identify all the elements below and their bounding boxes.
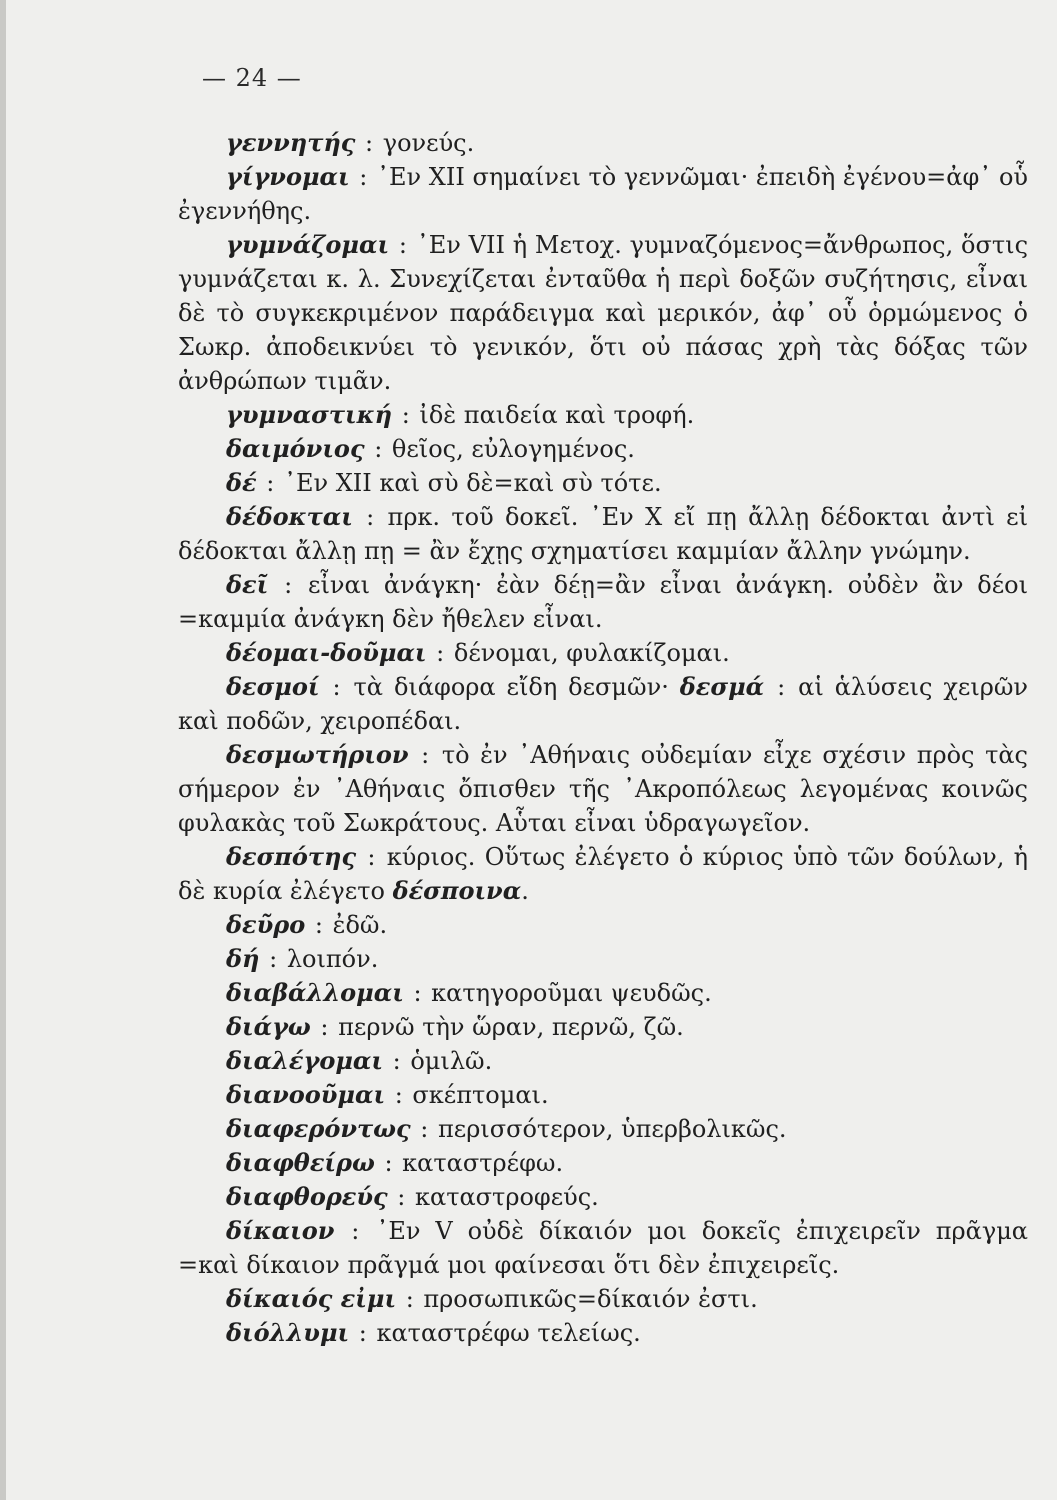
entry-term: δέδοκται [226, 502, 353, 531]
entry-definition: ᾿Εν V οὐδὲ δίκαιόν μοι δοκεῖς ἐπιχειρεῖν πρᾶγμα =καὶ δίκαιον πρᾶγμά μοι φαίνεσαι ὅτι δὲν ἐπιχειρεῖς. [178, 1217, 1029, 1279]
entry-definition: κατηγοροῦμαι ψευδῶς. [431, 979, 712, 1007]
entry-term: διανοοῦμαι [226, 1080, 386, 1109]
entry-term: δίκαιον [226, 1216, 335, 1245]
entry-definition: τὸ ἐν ᾿Αθήναις οὐδεμίαν εἶχε σχέσιν πρὸς τὰς σήμερον ἐν ᾿Αθήναις ὄπισθεν τῆς ᾿Ακροπόλεως λεγομένας κοινῶς φυλακὰς τοῦ Σωκράτους. Αὗται εἶναι ὑδραγωγεῖον. [178, 741, 1028, 837]
entry-definition: ἰδὲ παιδεία καὶ τροφή. [419, 401, 695, 429]
entry-term: δίκαιός εἰμι [226, 1284, 397, 1313]
entry-term: γυμναστική [226, 400, 393, 429]
glossary-entry: δαιμόνιος : θεῖος, εὐλογημένος. [226, 434, 635, 463]
entry-term: γυμνάζομαι [226, 230, 390, 259]
entry-term: διάγω [226, 1012, 311, 1041]
entry-definition: ᾿Εν XII σημαίνει τὸ γεννῶμαι· ἐπειδὴ ἐγένου=ἀφ᾿ οὗ ἐγεννήθης. [178, 163, 1028, 225]
entry-term: διαλέγομαι [226, 1046, 384, 1075]
glossary-entry: γυμνάζομαι : ᾿Εν VII ἡ Μετοχ. γυμναζόμενος=ἄνθρωπος, ὅστις γυμνάζεται κ. λ. Συνεχίζεται ἐνταῦθα ἡ περὶ δοξῶν συζήτησις, εἶναι δὲ τὸ συγκεκριμένον παράδειγμα καὶ μερικόν, ἀφ᾿ οὗ ὁρμώμενος ὁ Σωκρ. ἀποδεικνύει τὸ γενικόν, ὅτι οὐ πάσας χρὴ τὰς δόξας τῶν ἀνθρώπων τιμᾶν. [178, 230, 1029, 395]
entry-definition: ᾿Εν VII ἡ Μετοχ. γυμναζόμενος=ἄνθρωπος, ὅστις γυμνάζεται κ. λ. Συνεχίζεται ἐνταῦθα ἡ περὶ δοξῶν συζήτησις, εἶναι δὲ τὸ συγκεκριμένον παράδειγμα καὶ μερικόν, ἀφ᾿ οὗ ὁρμώμενος ὁ Σωκρ. ἀποδεικνύει τὸ γενικόν, ὅτι οὐ πάσας χρὴ τὰς δόξας τῶν ἀνθρώπων τιμᾶν. [178, 231, 1029, 395]
glossary-entry: δέ : ᾿Εν XII καὶ σὺ δὲ=καὶ σὺ τότε. [226, 468, 662, 497]
glossary-entry: διαβάλλομαι : κατηγοροῦμαι ψευδῶς. [226, 978, 712, 1007]
entry-term-secondary: δέσποινα [392, 876, 522, 905]
entry-definition: θεῖος, εὐλογημένος. [391, 435, 635, 463]
entry-term: δεσπότης [226, 842, 357, 871]
glossary-entry: δέδοκται : πρκ. τοῦ δοκεῖ. ᾿Εν X εἴ πῃ ἄλλῃ δέδοκται ἀντὶ εἰ δέδοκται ἄλλῃ πῃ = ἂν ἔχῃς σχηματίσει καμμίαν ἄλλην γνώμην. [178, 502, 1028, 565]
entry-definition-secondary: αἱ ἁλύσεις χειρῶν καὶ ποδῶν, χειροπέδαι. [178, 673, 1029, 735]
glossary-entry: γίγνομαι : ᾿Εν XII σημαίνει τὸ γεννῶμαι· ἐπειδὴ ἐγένου=ἀφ᾿ οὗ ἐγεννήθης. [178, 162, 1028, 225]
glossary-entry: γυμναστική : ἰδὲ παιδεία καὶ τροφή. [226, 400, 695, 429]
glossary-entry: δέομαι-δοῦμαι : δένομαι, φυλακίζομαι. [226, 638, 730, 667]
entry-definition: καταστρέφω. [402, 1149, 564, 1177]
entry-term: δαιμόνιος [226, 434, 365, 463]
entry-definition: δένομαι, φυλακίζομαι. [453, 639, 730, 667]
glossary-entry: διανοοῦμαι : σκέπτομαι. [226, 1080, 549, 1109]
glossary-entry: δίκαιός εἰμι : προσωπικῶς=δίκαιόν ἐστι. [226, 1284, 758, 1313]
entry-definition: εἶναι ἀνάγκη· ἐὰν δέῃ=ἂν εἶναι ἀνάγκη. οὐδὲν ἂν δέοι =καμμία ἀνάγκη δὲν ἤθελεν εἶναι. [178, 571, 1028, 633]
page-number: — 24 — [202, 64, 302, 92]
entry-term: διαφθορεύς [226, 1182, 388, 1211]
entry-definition: κύριος. Οὕτως ἐλέγετο ὁ κύριος ὑπὸ τῶν δούλων, ἡ δὲ κυρία ἐλέγετο [178, 843, 1029, 905]
entry-term: δεῦρο [226, 910, 306, 939]
entry-term-secondary: δεσμά [679, 672, 765, 701]
entry-definition: ᾿Εν XII καὶ σὺ δὲ=καὶ σὺ τότε. [283, 469, 662, 497]
entry-definition: περνῶ τὴν ὥραν, περνῶ, ζῶ. [338, 1013, 684, 1041]
entry-term: δεῖ [226, 570, 269, 599]
glossary-entry: διαφερόντως : περισσότερον, ὑπερβολικῶς. [226, 1114, 787, 1143]
entry-definition: καταστρέφω τελείως. [376, 1319, 641, 1347]
entry-term: διαφθείρω [226, 1148, 375, 1177]
glossary-entry: διαφθείρω : καταστρέφω. [226, 1148, 564, 1177]
entry-term: γίγνομαι [226, 162, 350, 191]
entry-definition: λοιπόν. [286, 945, 379, 973]
entry-definition: προσωπικῶς=δίκαιόν ἐστι. [423, 1285, 758, 1313]
entry-term: διόλλυμι [226, 1318, 350, 1347]
entry-definition: ὁμιλῶ. [410, 1047, 493, 1075]
glossary-entry: διαλέγομαι : ὁμιλῶ. [226, 1046, 493, 1075]
entry-definition: ἐδῶ. [332, 911, 388, 939]
entry-definition: περισσότερον, ὑπερβολικῶς. [437, 1115, 787, 1143]
entry-term: δέ [226, 468, 257, 497]
glossary-entry: δίκαιον : ᾿Εν V οὐδὲ δίκαιόν μοι δοκεῖς ἐπιχειρεῖν πρᾶγμα =καὶ δίκαιον πρᾶγμά μοι φαίνεσαι ὅτι δὲν ἐπιχειρεῖς. [178, 1216, 1029, 1279]
entry-definition: τὰ διάφορα εἴδη δεσμῶν· [353, 673, 669, 701]
glossary-entries [178, 126, 1028, 1350]
entry-term: δή [226, 944, 260, 973]
glossary-entry: δεῖ : εἶναι ἀνάγκη· ἐὰν δέῃ=ἂν εἶναι ἀνάγκη. οὐδὲν ἂν δέοι =καμμία ἀνάγκη δὲν ἤθελεν εἶναι. [178, 570, 1028, 633]
glossary-entry: γεννητής : γονεύς. [226, 128, 475, 157]
entry-definition: γονεύς. [382, 129, 475, 157]
glossary-entry: δεσπότης : κύριος. Οὕτως ἐλέγετο ὁ κύριος ὑπὸ τῶν δούλων, ἡ δὲ κυρία ἐλέγετο δέσποινα. [178, 842, 1029, 905]
entry-term: διαφερόντως [226, 1114, 411, 1143]
entry-definition: σκέπτομαι. [412, 1081, 549, 1109]
glossary-entry: διαφθορεύς : καταστροφεύς. [226, 1182, 599, 1211]
entry-term: δέομαι-δοῦμαι [226, 638, 427, 667]
entry-definition: πρκ. τοῦ δοκεῖ. ᾿Εν X εἴ πῃ ἄλλῃ δέδοκται ἀντὶ εἰ δέδοκται ἄλλῃ πῃ = ἂν ἔχῃς σχηματίσει καμμίαν ἄλλην γνώμην. [178, 503, 1028, 565]
glossary-entry: διόλλυμι : καταστρέφω τελείως. [226, 1318, 641, 1347]
entry-definition-secondary: . [521, 877, 529, 905]
entry-term: δεσμωτήριον [226, 740, 409, 769]
entry-term: γεννητής [226, 128, 356, 157]
glossary-entry: δεσμωτήριον : τὸ ἐν ᾿Αθήναις οὐδεμίαν εἶχε σχέσιν πρὸς τὰς σήμερον ἐν ᾿Αθήναις ὄπισθεν τῆς ᾿Ακροπόλεως λεγομένας κοινῶς φυλακὰς τοῦ Σωκράτους. Αὗται εἶναι ὑδραγωγεῖον. [178, 740, 1028, 837]
entry-term: δεσμοί [226, 672, 320, 701]
entry-term: διαβάλλομαι [226, 978, 404, 1007]
glossary-entry: διάγω : περνῶ τὴν ὥραν, περνῶ, ζῶ. [226, 1012, 684, 1041]
entry-definition: καταστροφεύς. [414, 1183, 599, 1211]
glossary-entry: δή : λοιπόν. [226, 944, 379, 973]
glossary-entry: δεῦρο : ἐδῶ. [226, 910, 388, 939]
glossary-entry: δεσμοί : τὰ διάφορα εἴδη δεσμῶν· δεσμά : αἱ ἁλύσεις χειρῶν καὶ ποδῶν, χειροπέδαι. [178, 672, 1029, 735]
